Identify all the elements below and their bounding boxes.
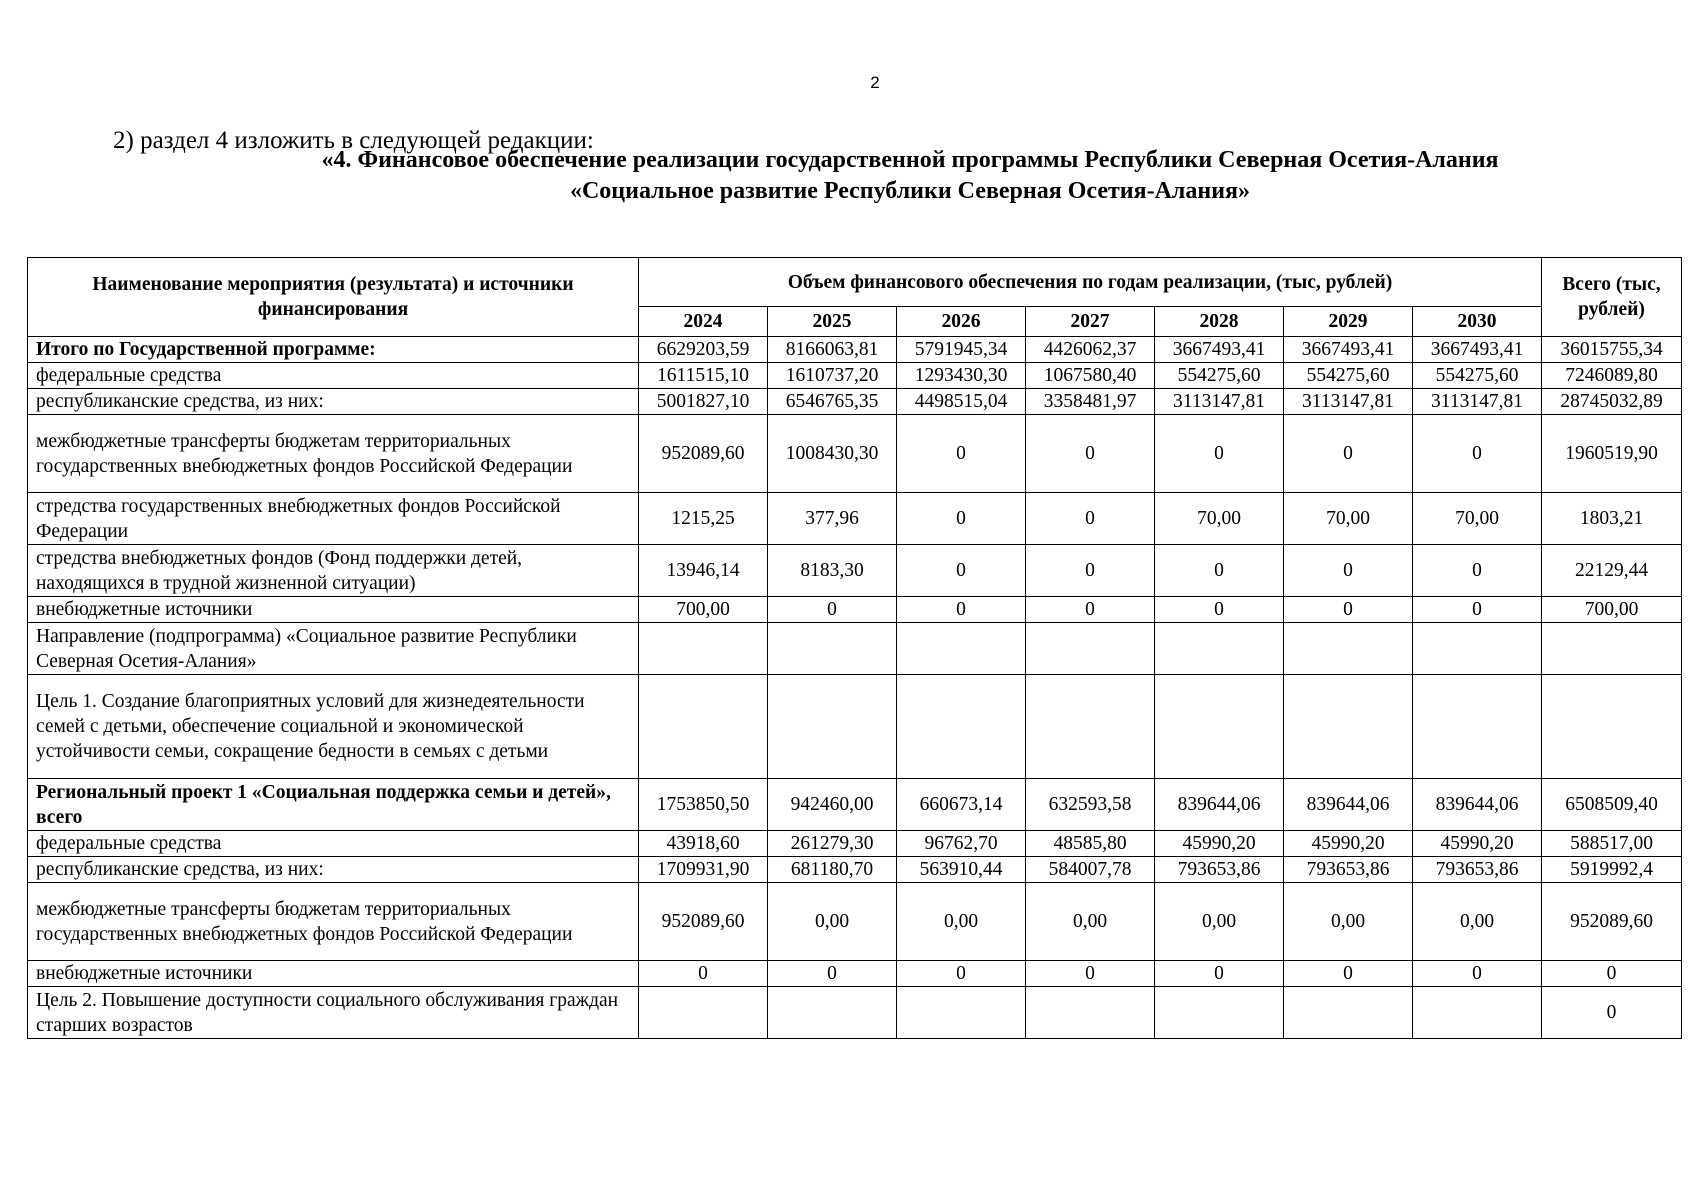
row-value: 0 bbox=[1026, 597, 1155, 623]
table-row bbox=[28, 675, 1682, 779]
table-row bbox=[28, 883, 1682, 961]
row-value: 0 bbox=[897, 597, 1026, 623]
row-name: внебюджетные источники bbox=[28, 597, 639, 623]
row-name: Цель 1. Создание благоприятных условий для жизнедеятельности семей с детьми, обеспечение социальной и экономической устойчивости семьи, сокращение бедности в семьях с детьми bbox=[28, 675, 639, 779]
row-value: 793653,86 bbox=[1155, 857, 1284, 883]
row-name: республиканские средства, из них: bbox=[28, 857, 639, 883]
row-value: 0 bbox=[1413, 597, 1542, 623]
section-heading-line-2: «Социальное развитие Республики Северная Осетия-Алания» bbox=[569, 178, 1251, 204]
table-row bbox=[28, 545, 1682, 597]
row-value bbox=[1155, 987, 1284, 1039]
row-value: 839644,06 bbox=[1284, 779, 1413, 831]
row-total: 952089,60 bbox=[1542, 883, 1682, 961]
row-value: 1008430,30 bbox=[768, 415, 897, 493]
row-value: 1293430,30 bbox=[897, 363, 1026, 389]
row-value bbox=[639, 675, 768, 779]
row-value: 0 bbox=[897, 493, 1026, 545]
row-name: федеральные средства bbox=[28, 363, 639, 389]
row-value bbox=[768, 623, 897, 675]
header-volume: Объем финансового обеспечения по годам реализации, (тыс, рублей) bbox=[639, 258, 1542, 307]
row-total bbox=[1542, 623, 1682, 675]
row-value bbox=[1284, 623, 1413, 675]
header-year: 2026 bbox=[897, 307, 1026, 337]
header-year: 2028 bbox=[1155, 307, 1284, 337]
row-value bbox=[639, 987, 768, 1039]
row-value bbox=[897, 987, 1026, 1039]
row-name: внебюджетные источники bbox=[28, 961, 639, 987]
row-value: 45990,20 bbox=[1284, 831, 1413, 857]
row-value: 0 bbox=[1155, 415, 1284, 493]
row-value: 0 bbox=[1284, 961, 1413, 987]
table-row bbox=[28, 493, 1682, 545]
row-value: 0 bbox=[768, 961, 897, 987]
row-total: 1960519,90 bbox=[1542, 415, 1682, 493]
row-value: 0,00 bbox=[1284, 883, 1413, 961]
row-value: 3113147,81 bbox=[1413, 389, 1542, 415]
row-name: Региональный проект 1 «Социальная поддержка семьи и детей», всего bbox=[28, 779, 639, 831]
row-value: 0 bbox=[1413, 961, 1542, 987]
row-value: 4426062,37 bbox=[1026, 337, 1155, 363]
row-value: 0 bbox=[1155, 597, 1284, 623]
row-value bbox=[1026, 987, 1155, 1039]
row-value: 0 bbox=[1284, 545, 1413, 597]
row-value bbox=[768, 675, 897, 779]
row-value bbox=[1413, 987, 1542, 1039]
row-value: 942460,00 bbox=[768, 779, 897, 831]
row-value: 0,00 bbox=[1413, 883, 1542, 961]
row-value: 700,00 bbox=[639, 597, 768, 623]
row-value: 0,00 bbox=[1155, 883, 1284, 961]
row-value: 0 bbox=[1026, 493, 1155, 545]
row-value bbox=[1026, 623, 1155, 675]
section-heading-line-1: «4. Финансовое обеспечение реализации государственной программы Республики Северная Осетия-Алания bbox=[321, 147, 1499, 173]
row-name: Цель 2. Повышение доступности социального обслуживания граждан старших возрастов bbox=[28, 987, 639, 1039]
row-total bbox=[1542, 675, 1682, 779]
row-total: 36015755,34 bbox=[1542, 337, 1682, 363]
row-name: федеральные средства bbox=[28, 831, 639, 857]
row-value: 43918,60 bbox=[639, 831, 768, 857]
row-name: межбюджетные трансферты бюджетам территориальных государственных внебюджетных фондов Российской Федерации bbox=[28, 415, 639, 493]
row-value bbox=[1155, 675, 1284, 779]
row-value: 8183,30 bbox=[768, 545, 897, 597]
row-value: 8166063,81 bbox=[768, 337, 897, 363]
row-value: 4498515,04 bbox=[897, 389, 1026, 415]
row-total: 1803,21 bbox=[1542, 493, 1682, 545]
row-value: 0,00 bbox=[768, 883, 897, 961]
row-total: 22129,44 bbox=[1542, 545, 1682, 597]
row-value: 554275,60 bbox=[1413, 363, 1542, 389]
table-row bbox=[28, 961, 1682, 987]
table-row bbox=[28, 831, 1682, 857]
header-year: 2029 bbox=[1284, 307, 1413, 337]
row-value: 3667493,41 bbox=[1413, 337, 1542, 363]
row-total: 6508509,40 bbox=[1542, 779, 1682, 831]
row-value: 0 bbox=[1155, 545, 1284, 597]
section-heading bbox=[175, 145, 1645, 207]
row-value: 70,00 bbox=[1284, 493, 1413, 545]
table-row bbox=[28, 779, 1682, 831]
row-value: 5001827,10 bbox=[639, 389, 768, 415]
row-value: 839644,06 bbox=[1155, 779, 1284, 831]
row-value: 45990,20 bbox=[1413, 831, 1542, 857]
row-value: 0 bbox=[897, 961, 1026, 987]
row-value: 3113147,81 bbox=[1284, 389, 1413, 415]
row-value: 3667493,41 bbox=[1284, 337, 1413, 363]
row-value: 3667493,41 bbox=[1155, 337, 1284, 363]
row-total: 588517,00 bbox=[1542, 831, 1682, 857]
intro-text: 2) раздел 4 изложить в следующей редакции: bbox=[113, 127, 594, 154]
row-value: 45990,20 bbox=[1155, 831, 1284, 857]
row-value: 0 bbox=[1284, 415, 1413, 493]
table-row bbox=[28, 623, 1682, 675]
row-value: 554275,60 bbox=[1155, 363, 1284, 389]
row-value: 793653,86 bbox=[1413, 857, 1542, 883]
row-value: 0 bbox=[897, 415, 1026, 493]
row-value: 96762,70 bbox=[897, 831, 1026, 857]
row-value: 0 bbox=[768, 597, 897, 623]
row-value: 1709931,90 bbox=[639, 857, 768, 883]
row-value: 6546765,35 bbox=[768, 389, 897, 415]
table-row bbox=[28, 415, 1682, 493]
row-name: Направление (подпрограмма) «Социальное развитие Республики Северная Осетия-Алания» bbox=[28, 623, 639, 675]
row-value: 660673,14 bbox=[897, 779, 1026, 831]
row-value: 0 bbox=[1026, 545, 1155, 597]
row-value: 1067580,40 bbox=[1026, 363, 1155, 389]
table-row bbox=[28, 987, 1682, 1039]
row-value: 0 bbox=[1026, 415, 1155, 493]
table-row bbox=[28, 389, 1682, 415]
header-total: Всего (тыс, рублей) bbox=[1542, 258, 1682, 337]
row-value: 1611515,10 bbox=[639, 363, 768, 389]
header-year: 2027 bbox=[1026, 307, 1155, 337]
table-row bbox=[28, 363, 1682, 389]
row-value: 0,00 bbox=[1026, 883, 1155, 961]
row-value: 13946,14 bbox=[639, 545, 768, 597]
row-value: 681180,70 bbox=[768, 857, 897, 883]
row-value bbox=[1155, 623, 1284, 675]
row-name: межбюджетные трансферты бюджетам территориальных государственных внебюджетных фондов Российской Федерации bbox=[28, 883, 639, 961]
row-value: 0,00 bbox=[897, 883, 1026, 961]
header-year: 2024 bbox=[639, 307, 768, 337]
row-value bbox=[639, 623, 768, 675]
row-value: 48585,80 bbox=[1026, 831, 1155, 857]
row-value: 0 bbox=[1026, 961, 1155, 987]
row-value: 952089,60 bbox=[639, 883, 768, 961]
row-value: 0 bbox=[1155, 961, 1284, 987]
row-total: 28745032,89 bbox=[1542, 389, 1682, 415]
row-value: 70,00 bbox=[1155, 493, 1284, 545]
row-value: 3113147,81 bbox=[1155, 389, 1284, 415]
row-value: 554275,60 bbox=[1284, 363, 1413, 389]
row-value: 0 bbox=[639, 961, 768, 987]
row-value: 0 bbox=[1413, 415, 1542, 493]
row-value: 584007,78 bbox=[1026, 857, 1155, 883]
header-year: 2030 bbox=[1413, 307, 1542, 337]
row-value: 0 bbox=[1284, 597, 1413, 623]
row-value: 952089,60 bbox=[639, 415, 768, 493]
page-number: 2 bbox=[870, 73, 880, 92]
row-value: 6629203,59 bbox=[639, 337, 768, 363]
row-value bbox=[897, 675, 1026, 779]
row-value bbox=[1413, 675, 1542, 779]
row-value: 793653,86 bbox=[1284, 857, 1413, 883]
financing-table bbox=[27, 257, 1682, 1039]
table-row bbox=[28, 597, 1682, 623]
row-name: стредства внебюджетных фондов (Фонд поддержки детей, находящихся в трудной жизненной ситуации) bbox=[28, 545, 639, 597]
row-value: 839644,06 bbox=[1413, 779, 1542, 831]
row-value bbox=[768, 987, 897, 1039]
header-name: Наименование мероприятия (результата) и источники финансирования bbox=[28, 258, 639, 337]
row-value: 70,00 bbox=[1413, 493, 1542, 545]
row-value: 0 bbox=[897, 545, 1026, 597]
row-value: 3358481,97 bbox=[1026, 389, 1155, 415]
row-total: 0 bbox=[1542, 987, 1682, 1039]
row-name: республиканские средства, из них: bbox=[28, 389, 639, 415]
row-total: 0 bbox=[1542, 961, 1682, 987]
row-value: 377,96 bbox=[768, 493, 897, 545]
row-value: 5791945,34 bbox=[897, 337, 1026, 363]
row-value bbox=[1284, 987, 1413, 1039]
row-total: 5919992,4 bbox=[1542, 857, 1682, 883]
row-value: 1215,25 bbox=[639, 493, 768, 545]
row-value bbox=[1284, 675, 1413, 779]
table-row bbox=[28, 857, 1682, 883]
row-value: 1753850,50 bbox=[639, 779, 768, 831]
row-value: 1610737,20 bbox=[768, 363, 897, 389]
row-value bbox=[1026, 675, 1155, 779]
row-total: 7246089,80 bbox=[1542, 363, 1682, 389]
row-value: 632593,58 bbox=[1026, 779, 1155, 831]
row-value bbox=[1413, 623, 1542, 675]
row-name: стредства государственных внебюджетных фондов Российской Федерации bbox=[28, 493, 639, 545]
row-value: 0 bbox=[1413, 545, 1542, 597]
table-row bbox=[28, 337, 1682, 363]
row-total: 700,00 bbox=[1542, 597, 1682, 623]
row-value: 261279,30 bbox=[768, 831, 897, 857]
row-value bbox=[897, 623, 1026, 675]
row-value: 563910,44 bbox=[897, 857, 1026, 883]
row-name: Итого по Государственной программе: bbox=[28, 337, 639, 363]
header-year: 2025 bbox=[768, 307, 897, 337]
